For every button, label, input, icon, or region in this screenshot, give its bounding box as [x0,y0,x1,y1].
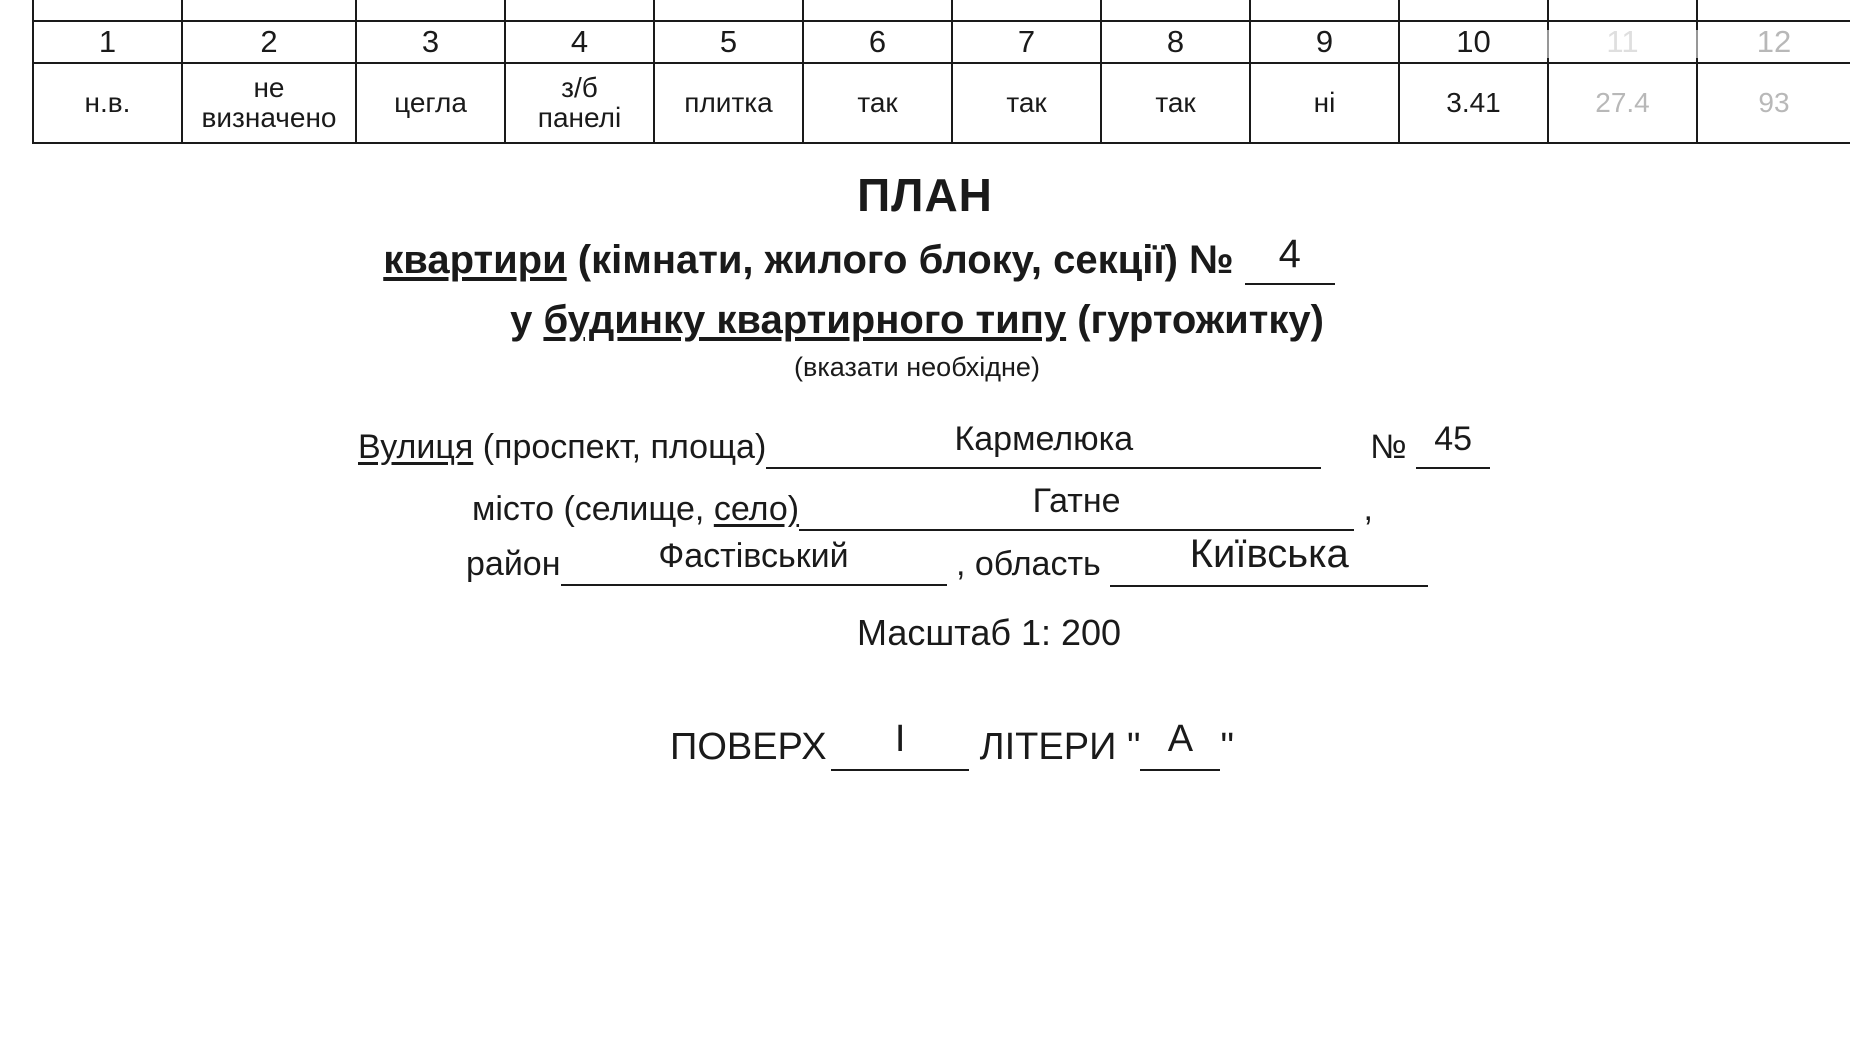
litera-close: " [1220,726,1234,768]
column-number: 10 [1399,21,1548,63]
oblast-label: , область [955,545,1101,583]
cell-line: так [857,87,898,118]
column-number: 5 [654,21,803,63]
floor-row [670,718,1234,771]
house-number-field [1416,420,1490,469]
specification-table [32,0,1850,144]
city-label-underlined: село) [713,490,800,528]
table-cell [952,63,1101,143]
floor-label: ПОВЕРХ [670,726,827,768]
litera-value: А [1167,718,1194,760]
table-cell [1697,63,1850,143]
table-cell [1399,0,1548,21]
street-value: Кармелюка [954,420,1134,458]
apartment-label-underlined: квартири [383,238,567,282]
column-number: 2 [182,21,356,63]
city-suffix: , [1363,490,1373,528]
cell-line: цегла [394,87,467,118]
table-cell [654,0,803,21]
table-cell [803,63,952,143]
column-number: 7 [952,21,1101,63]
table-cell [356,63,505,143]
city-row [472,482,1373,531]
building-prefix: у [510,298,544,342]
apartment-number-value: 4 [1278,232,1301,276]
oblast-value: Київська [1189,532,1349,576]
table-cell [1548,0,1697,21]
cell-line: так [1006,87,1047,118]
cell-line: так [1155,87,1196,118]
cell-line: 27.4 [1595,87,1650,118]
table-cell [356,0,505,21]
region-field [561,537,947,586]
table-cell [1101,0,1250,21]
plan-title: ПЛАН [857,169,993,221]
street-label-rest: (проспект, площа) [473,428,767,466]
building-type-underlined: будинку квартирного типу [543,298,1067,342]
table-cell [505,0,654,21]
city-value: Гатне [1032,482,1121,520]
house-number-value: 45 [1434,420,1473,458]
column-number: 12 [1697,21,1850,63]
table-cell [1697,0,1850,21]
table-header-row [33,0,1850,21]
cell-line: плитка [684,87,773,118]
column-number: 6 [803,21,952,63]
table-cell [33,0,182,21]
cell-line: 93 [1758,87,1790,118]
column-number: 3 [356,21,505,63]
region-value: Фастівський [658,537,849,575]
street-row [358,420,1490,469]
apartment-label-rest: (кімнати, жилого блоку, секції) № [566,238,1234,282]
litera-field [1140,718,1220,771]
table-value-row [33,63,1850,143]
building-type-line [0,298,1842,343]
litera-label: ЛІТЕРИ " [979,726,1141,768]
region-label: район [466,545,561,583]
city-field [799,482,1354,531]
region-row [466,532,1428,587]
column-number: 8 [1101,21,1250,63]
cell-line: з/б [561,72,598,103]
table-cell [1101,63,1250,143]
table-cell [1399,63,1548,143]
column-number: 4 [505,21,654,63]
city-label-prefix: місто (селище, [472,490,714,528]
table-cell [1548,63,1697,143]
apartment-number-field [1245,232,1335,285]
table-cell [182,0,356,21]
floor-field [831,718,969,771]
oblast-field [1110,532,1428,587]
cell-line: визначено [201,102,337,133]
cell-line: не [253,72,285,103]
column-number: 1 [33,21,182,63]
cell-line: н.в. [84,87,131,118]
scale-text: Масштаб 1: 200 [856,612,1122,653]
apartment-line [0,232,1784,285]
table-cell [952,0,1101,21]
cell-line: панелі [537,102,622,133]
floor-value: І [894,718,906,760]
column-number: 9 [1250,21,1399,63]
cell-line: 3.41 [1446,87,1501,118]
table-cell [654,63,803,143]
watermark-overlay [1540,30,1700,58]
house-number-label: № [1370,428,1407,466]
building-type-rest: (гуртожитку) [1066,298,1324,342]
street-field [766,420,1321,469]
table-cell [33,63,182,143]
table-cell [182,63,356,143]
table-cell [803,0,952,21]
table-cell [1250,0,1399,21]
table-cell [1250,63,1399,143]
table-cell [505,63,654,143]
cell-line: ні [1313,87,1336,118]
street-label-underlined: Вулиця [358,428,474,466]
note-text: (вказати необхідне) [794,352,1040,382]
